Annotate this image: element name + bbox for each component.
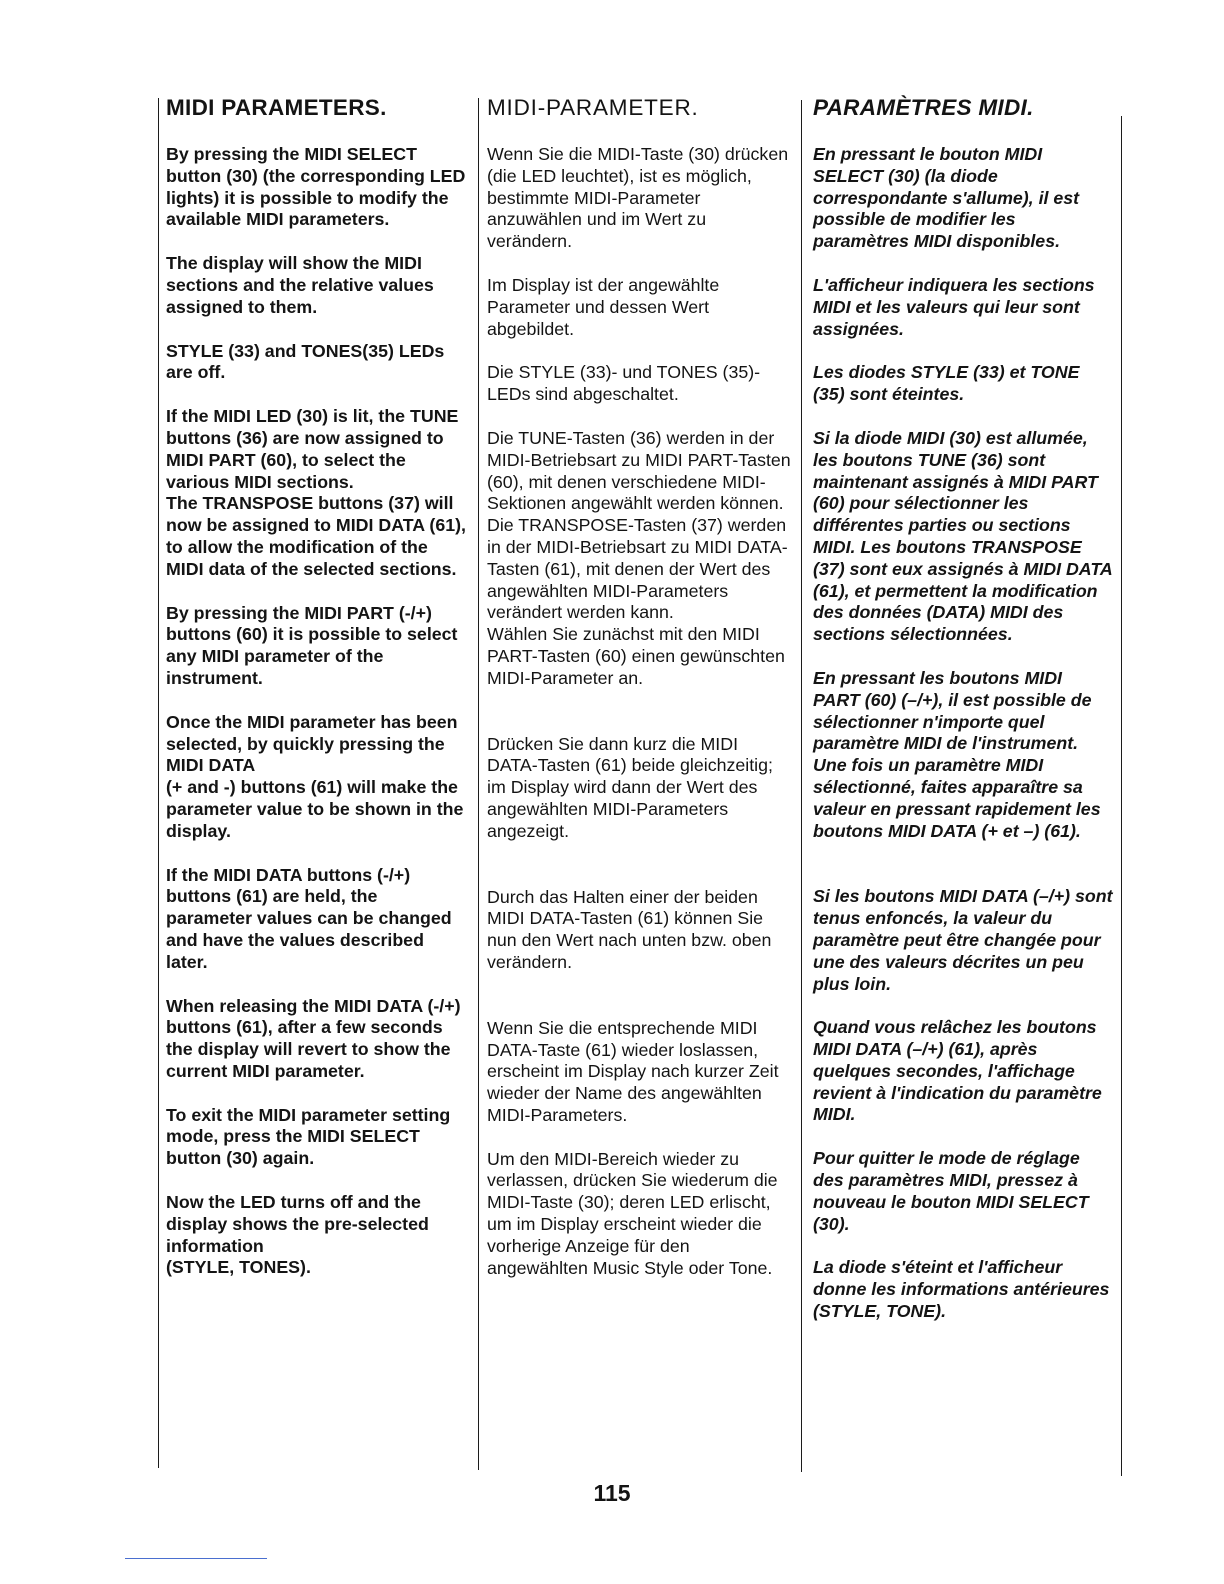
english-paragraph: To exit the MIDI parameter setting mode, press the MIDI SELECT button (30) again. xyxy=(166,1104,451,1169)
english-paragraph: When releasing the MIDI DATA (-/+) buttons (61), after a few seconds the display will revert to show the current MIDI parameter. xyxy=(166,995,461,1081)
german-paragraph: Die STYLE (33)- und TONES (35)-LEDs sind abgeschaltet. xyxy=(487,362,761,405)
french-paragraph: Les diodes STYLE (33) et TONE (35) sont éteintes. xyxy=(813,362,1080,405)
english-paragraph: By pressing the MIDI PART (-/+) buttons (60) it is possible to select any MIDI parameter of the instrument. xyxy=(166,602,458,688)
french-paragraph: L'afficheur indiquera les sections MIDI et les valeurs qui leur sont assignées. xyxy=(813,274,1095,339)
french-paragraph: Quand vous relâchez les boutons MIDI DATA (–/+) (61), après quelques secondes, l'affichage revient à l'indication du paramètre MIDI. xyxy=(813,1017,1102,1125)
french-paragraph: La diode s'éteint et l'afficheur donne les informations antérieures (STYLE, TONE). xyxy=(813,1257,1110,1322)
english-paragraph: STYLE (33) and TONES(35) LEDs are off. xyxy=(166,340,445,383)
french-column xyxy=(813,95,1113,1323)
german-paragraph: Die TUNE-Tasten (36) werden in der MIDI-Betriebsart zu MIDI PART-Tasten (60), mit denen verschiedene MIDI-Sektionen angewählt werden können. Die TRANSPOSE-Tasten (37) werden in der MIDI-Betriebsart zu MIDI DATA-Tasten (61), mit denen der Wert des angewählten MIDI-Parameters verändert werden kann. Wählen Sie zunächst mit den MIDI PART-Tasten (60) einen gewünschten MIDI-Parameter an. xyxy=(487,427,791,688)
german-paragraph: Drücken Sie dann kurz die MIDI DATA-Tasten (61) beide gleichzeitig; im Display wird dann der Wert des angewählten MIDI-Parameters angezeigt. xyxy=(487,733,773,841)
french-paragraph: Pour quitter le mode de réglage des paramètres MIDI, pressez à nouveau le bouton MIDI SELECT (30). xyxy=(813,1148,1089,1234)
english-paragraph: If the MIDI DATA buttons (-/+) buttons (61) are held, the parameter values can be changed and have the values described later. xyxy=(166,864,452,972)
english-paragraph: If the MIDI LED (30) is lit, the TUNE buttons (36) are now assigned to MIDI PART (60), to select the various MIDI sections. The TRANSPOSE buttons (37) will now be assigned to MIDI DATA (61), to allow the modification of the MIDI data of the selected sections. xyxy=(166,406,466,579)
english-paragraph: Now the LED turns off and the display shows the pre-selected information (STYLE, TONES). xyxy=(166,1192,429,1278)
french-paragraph: En pressant les boutons MIDI PART (60) (–/+), il est possible de sélectionner n'importe quel paramètre MIDI de l'instrument. Une fois un paramètre MIDI sélectionné, faites apparaître sa valeur en pressant rapidement les boutons MIDI DATA (+ et –) (61). xyxy=(813,667,1101,841)
german-column xyxy=(487,95,792,1279)
french-title: PARAMÈTRES MIDI. xyxy=(813,95,1034,120)
french-paragraph: En pressant le bouton MIDI SELECT (30) (la diode correspondante s'allume), il est possible de modifier les paramètres MIDI disponibles. xyxy=(813,144,1080,252)
column-rule-left xyxy=(158,98,159,1468)
english-paragraph: By pressing the MIDI SELECT button (30) (the corresponding LED lights) it is possible to modify the available MIDI parameters. xyxy=(166,144,466,230)
german-title: MIDI-PARAMETER. xyxy=(487,95,699,120)
english-column xyxy=(166,95,466,1279)
german-paragraph: Durch das Halten einer der beiden MIDI DATA-Tasten (61) können Sie nun den Wert nach unten bzw. oben verändern. xyxy=(487,886,772,972)
german-paragraph: Wenn Sie die MIDI-Taste (30) drücken (die LED leuchtet), ist es möglich, bestimmte MIDI-Parameter anzuwählen und im Wert zu verändern. xyxy=(487,144,789,252)
english-title: MIDI PARAMETERS. xyxy=(166,95,387,120)
column-rule-mid-right xyxy=(801,100,802,1472)
german-paragraph: Im Display ist der angewählte Parameter und dessen Wert abgebildet. xyxy=(487,274,720,339)
french-paragraph: Si les boutons MIDI DATA (–/+) sont tenus enfoncés, la valeur du paramètre peut être changée pour une des valeurs décrites un peu plus loin. xyxy=(813,886,1113,994)
footer-divider xyxy=(125,1558,267,1559)
english-paragraph: The display will show the MIDI sections and the relative values assigned to them. xyxy=(166,253,434,317)
page-number: 115 xyxy=(593,1480,631,1506)
german-paragraph: Um den MIDI-Bereich wieder zu verlassen, drücken Sie wiederum die MIDI-Taste (30); deren LED erlischt, um im Display erscheint wieder die vorherige Anzeige für den angewählten Music Style oder Tone. xyxy=(487,1148,778,1278)
german-paragraph: Wenn Sie die entsprechende MIDI DATA-Taste (61) wieder loslassen, erscheint im Display nach kurzer Zeit wieder der Name des angewählten MIDI-Parameters. xyxy=(487,1017,779,1125)
english-paragraph: Once the MIDI parameter has been selected, by quickly pressing the MIDI DATA (+ and -) buttons (61) will make the parameter value to be shown in the display. xyxy=(166,711,464,841)
french-paragraph: Si la diode MIDI (30) est allumée, les boutons TUNE (36) sont maintenant assignés à MIDI PART (60) pour sélectionner les différentes parties ou sections MIDI. Les boutons TRANSPOSE (37) sont eux assignés à MIDI DATA (61), et permettent la modification des données (DATA) MIDI des sections sélectionnées. xyxy=(813,427,1113,645)
column-rule-right xyxy=(1121,116,1122,1476)
column-rule-mid-left xyxy=(478,98,479,1470)
